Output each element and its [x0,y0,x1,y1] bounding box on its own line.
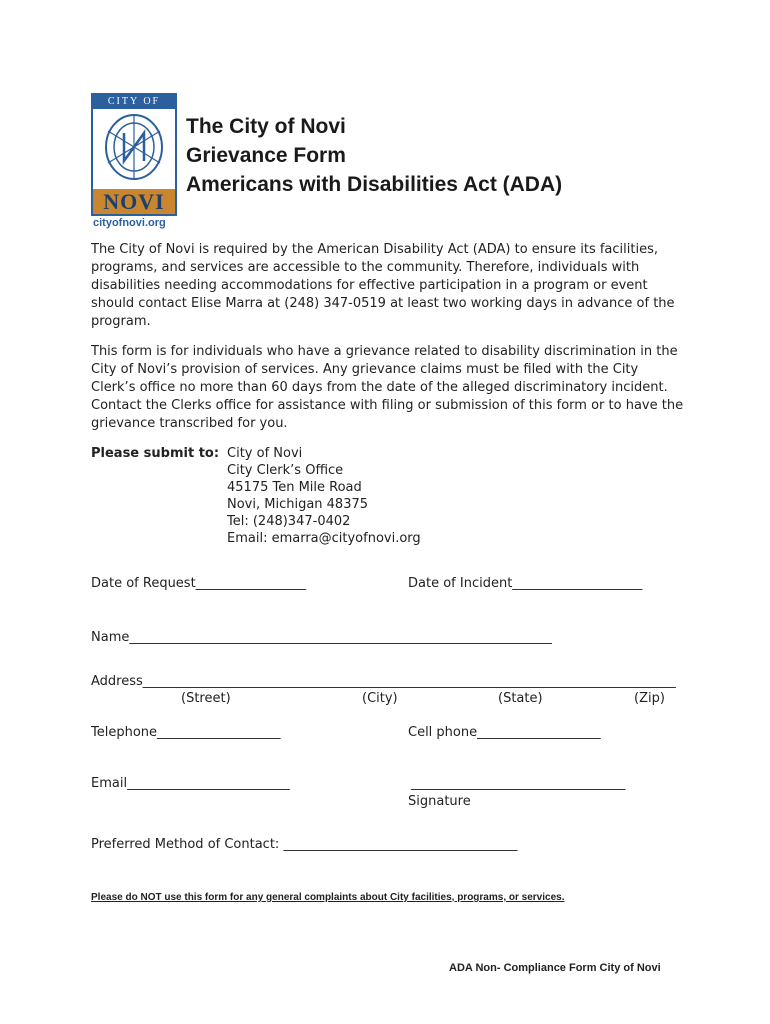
address-street-label: (Street) [181,691,231,706]
signature-label: Signature [408,794,471,809]
title-line-2: Grievance Form [186,144,346,167]
logo-url: cityofnovi.org [93,217,166,229]
telephone-field[interactable]: Telephone___________________ [91,725,281,740]
address-zip-label: (Zip) [634,691,665,706]
page-footer: ADA Non- Compliance Form City of Novi [449,962,661,974]
address-state-label: (State) [498,691,543,706]
address-line: City Clerk’s Office [227,463,344,478]
name-field[interactable]: Name_________________________________________________________________ [91,630,552,645]
email-field[interactable]: Email_________________________ [91,776,290,791]
title-line-1: The City of Novi [186,115,346,138]
date-of-incident-field[interactable]: Date of Incident____________________ [408,576,643,591]
logo-novi-text: NOVI [93,189,175,214]
general-complaints-notice: Please do NOT use this form for any general complaints about City facilities, programs, or services. [91,892,565,903]
logo-city-of-text: CITY OF [93,95,175,109]
submit-label [91,445,219,462]
address-line: Novi, Michigan 48375 [227,497,369,512]
address-line: 45175 Ten Mile Road [227,480,362,495]
address-field[interactable]: Address__________________________________________________________________________________ [91,674,676,689]
logo-frame [91,93,177,216]
submit-address [227,445,421,547]
signature-line[interactable]: _________________________________ [411,776,626,791]
submit-label-text: Please submit to [91,446,214,461]
address-city-label: (City) [362,691,398,706]
preferred-contact-field[interactable]: Preferred Method of Contact: ____________________________________ [91,837,518,852]
address-line: Tel: (248)347-0402 [227,514,351,529]
form-title [186,112,562,199]
logo-seal-icon [102,111,166,181]
title-line-3: Americans with Disabilities Act (ADA) [186,173,563,196]
intro-paragraph-1: The City of Novi is required by the American Disability Act (ADA) to ensure its facilities, programs, and services are accessible to the community. Therefore, individuals with disabilities needing accommodations for effective participation in a program or event should contact Elise Marra at (248) 347-0519 at least two working days in advance of the program. [91,242,675,329]
address-line: City of Novi [227,446,303,461]
cell-phone-field[interactable]: Cell phone___________________ [408,725,601,740]
address-line: Email: emarra@cityofnovi.org [227,531,421,546]
submit-label-colon: : [213,446,220,461]
date-of-request-field[interactable]: Date of Request_________________ [91,576,307,591]
intro-paragraph-2: This form is for individuals who have a grievance related to disability discrimination in the City of Novi’s provision of services. Any grievance claims must be filed with the City Clerk’s office no more than 60 days from the date of the alleged discriminatory incident. Contact the Clerks office for assistance with filing or submission of this form or to have the grievance transcribed for you. [91,344,684,431]
city-of-novi-logo [91,93,177,233]
